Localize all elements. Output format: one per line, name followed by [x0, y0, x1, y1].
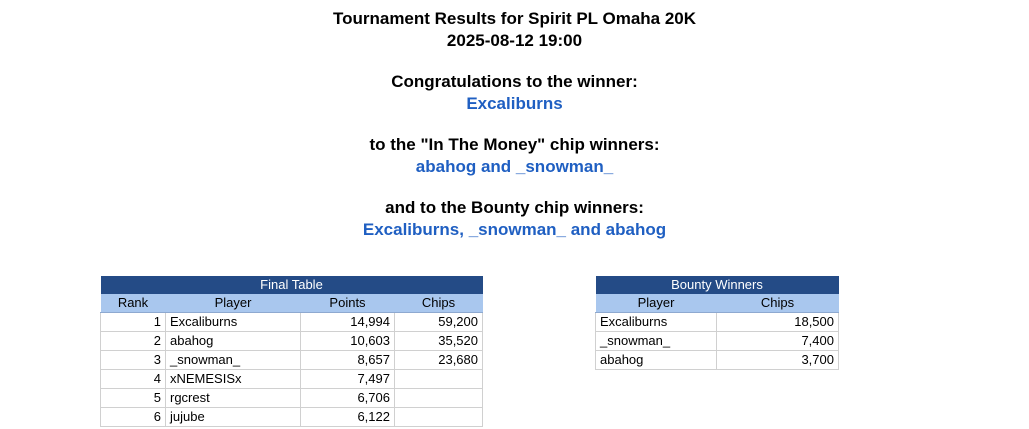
- points-cell: 14,994: [301, 313, 395, 332]
- player-cell: Excaliburns: [596, 313, 717, 332]
- chips-cell: 23,680: [395, 351, 483, 370]
- rank-cell: 2: [101, 332, 166, 351]
- chips-cell: 3,700: [717, 351, 839, 370]
- player-cell: _snowman_: [166, 351, 301, 370]
- points-cell: 6,122: [301, 408, 395, 427]
- rank-cell: 4: [101, 370, 166, 389]
- table-row: [101, 351, 483, 370]
- player-cell: abahog: [166, 332, 301, 351]
- rank-cell: 6: [101, 408, 166, 427]
- chips-cell: 7,400: [717, 332, 839, 351]
- table-row: [101, 332, 483, 351]
- table-row: [101, 389, 483, 408]
- column-header-player: Player: [166, 294, 301, 313]
- winner-name: Excaliburns: [466, 94, 563, 113]
- chips-cell: 18,500: [717, 313, 839, 332]
- points-cell: 6,706: [301, 389, 395, 408]
- column-header-chips: Chips: [395, 294, 483, 313]
- player-cell: jujube: [166, 408, 301, 427]
- chips-cell: [395, 370, 483, 389]
- rank-cell: 1: [101, 313, 166, 332]
- table-row: [596, 351, 839, 370]
- points-cell: 8,657: [301, 351, 395, 370]
- points-cell: 10,603: [301, 332, 395, 351]
- column-header-rank: Rank: [101, 294, 166, 313]
- itm-label: to the "In The Money" chip winners:: [369, 135, 660, 154]
- player-cell: _snowman_: [596, 332, 717, 351]
- table-row: [596, 313, 839, 332]
- final-table-title: Final Table: [101, 276, 483, 294]
- column-header-points: Points: [301, 294, 395, 313]
- player-cell: Excaliburns: [166, 313, 301, 332]
- itm-winners: abahog and _snowman_: [415, 157, 614, 176]
- points-cell: 7,497: [301, 370, 395, 389]
- chips-cell: [395, 408, 483, 427]
- player-cell: xNEMESISx: [166, 370, 301, 389]
- bounty-winners-text: Excaliburns, _snowman_ and abahog: [362, 220, 667, 239]
- player-cell: rgcrest: [166, 389, 301, 408]
- chips-cell: 59,200: [395, 313, 483, 332]
- final-table: [100, 276, 483, 427]
- bounty-winners-table: [595, 276, 839, 370]
- table-row: [596, 332, 839, 351]
- bounty-table-title: Bounty Winners: [596, 276, 839, 294]
- rank-cell: 5: [101, 389, 166, 408]
- chips-cell: 35,520: [395, 332, 483, 351]
- table-row: [101, 370, 483, 389]
- report-datetime: 2025-08-12 19:00: [446, 31, 583, 50]
- player-cell: abahog: [596, 351, 717, 370]
- chips-cell: [395, 389, 483, 408]
- report-title: Tournament Results for Spirit PL Omaha 20K: [332, 9, 697, 28]
- bounty-label: and to the Bounty chip winners:: [385, 198, 644, 217]
- rank-cell: 3: [101, 351, 166, 370]
- column-header-chips: Chips: [717, 294, 839, 313]
- column-header-player: Player: [596, 294, 717, 313]
- congrats-label: Congratulations to the winner:: [391, 72, 638, 91]
- table-row: [101, 313, 483, 332]
- table-row: [101, 408, 483, 427]
